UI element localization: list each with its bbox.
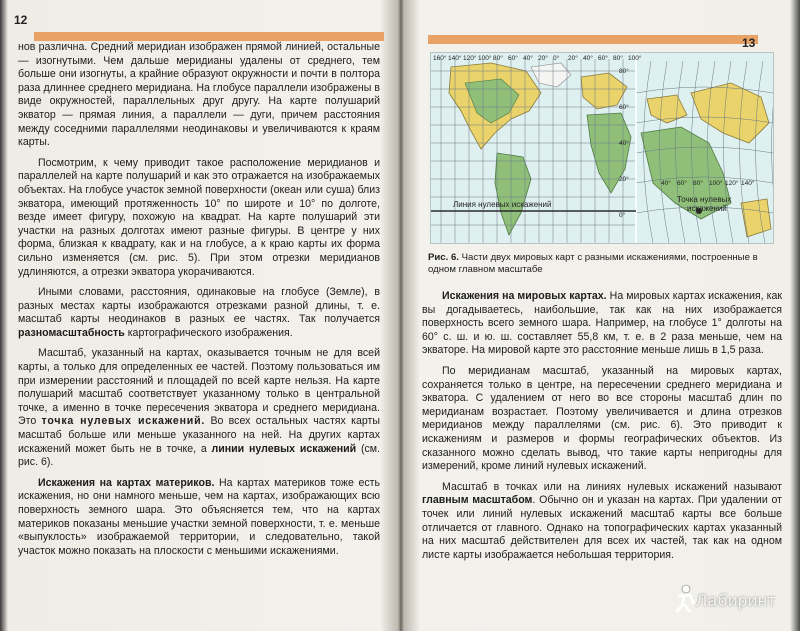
text-span: Иными словами, расстояния, одинаковые на глобусе (Земле), в разных местах карты изображаются отрезками разной длины, т. е. масштаб карты неодинаков в разных ее частях. Так получается bbox=[18, 286, 380, 326]
figure-caption bbox=[428, 252, 778, 276]
right-paragraph bbox=[422, 290, 782, 358]
text-span: линии нулевых искажений bbox=[211, 442, 357, 455]
right-page-text bbox=[422, 290, 782, 569]
inner-longitude-label: 80° bbox=[693, 180, 703, 187]
caption-number: Рис. 6. bbox=[428, 252, 459, 263]
text-span: . Обычно он и указан на картах. При удалении от точек или линий нулевых искажений масштаб карты все больше отличается от главного. Однако на топографических картах указанный на них масштаб действителен для всех их частей, так как на одном листе карты изображается небольшая территория. bbox=[422, 494, 782, 561]
longitude-label: 100° bbox=[628, 55, 642, 62]
longitude-label: 80° bbox=[613, 55, 623, 62]
inner-longitude-label: 60° bbox=[677, 180, 687, 187]
zero-line-label: Линия нулевых искажений bbox=[453, 200, 552, 209]
zero-point-label-2: искажений bbox=[687, 204, 727, 213]
left-paragraph bbox=[18, 286, 380, 340]
text-span: Масштаб, указанный на картах, оказывается точным не для всей карты, а только для определенных ее частей. Поэтому пользоваться им при измерении расстояний и площадей по всей карте нельзя. На карте полушарий масштаб соответствует указанному только в центральной точке, а именно в точке пересечения экватора и среднего меридиана. Это bbox=[18, 347, 380, 428]
page-number-right: 13 bbox=[742, 36, 756, 50]
longitude-label: 120° bbox=[463, 55, 477, 62]
text-span: разномасштабность bbox=[18, 326, 125, 339]
text-span: На мировых картах искажения, как вы догадываетесь, наибольшие, так как на них изображается поверхность всего земного шара. Например, на глобусе 1° долготы на 60° с. ш. и ю. ш. составляет 55,8 км, т. е. в 2 раза меньше, чем на экваторе. На мировой карте это расстояние меньше лишь в 1,5 раза. bbox=[422, 290, 783, 357]
text-span: главным масштабом bbox=[422, 494, 533, 507]
left-page-text bbox=[18, 41, 380, 565]
longitude-label: 60° bbox=[598, 55, 608, 62]
inner-longitude-label: 120° bbox=[725, 180, 739, 187]
land-right-map bbox=[641, 83, 771, 237]
text-span: Масштаб в точках или на линиях нулевых искажений называют bbox=[442, 480, 782, 493]
right-paragraph bbox=[422, 365, 782, 474]
text-span: По меридианам масштаб, указанный на мировых картах, сохраняется только в центре, на пересечении среднего меридиана и экватора. С удалением от него во все стороны масштаб длин по меридианам возрастает. Поэтому увеличивается и длина отрезков меридианов между параллелями (см. рис. 6). Это приводит к искажениям и размеров и формы географических объектов. Из сказанного можно сделать вывод, что такие карты непригодны для измерений, кроме линий нулевых искажений. bbox=[422, 364, 782, 473]
watermark-text: Лабиринт bbox=[696, 591, 776, 610]
longitude-label: 80° bbox=[493, 55, 503, 62]
text-span: На картах материков тоже есть искажения, но они намного меньше, чем на картах, изображающих всю поверхность земного шара. Это объясняется тем, что на картах материков показаны меньшие участки земной поверхности, т. е. меньше «выпуклость» изображаемой территории, и следовательно, такой участок можно показать на плоскости с меньшими искажениями. bbox=[18, 476, 380, 557]
header-accent-bar-right bbox=[428, 35, 758, 44]
right-page bbox=[402, 0, 800, 631]
longitude-label: 40° bbox=[523, 55, 533, 62]
runner-icon bbox=[672, 584, 696, 614]
longitude-label: 40° bbox=[583, 55, 593, 62]
text-span: Искажения на мировых картах. bbox=[442, 290, 607, 302]
watermark bbox=[672, 582, 782, 618]
longitude-label: 20° bbox=[568, 55, 578, 62]
longitude-label: 20° bbox=[538, 55, 548, 62]
caption-text: Части двух мировых карт с разными искажениями, построенные в одном главном масштабе bbox=[428, 252, 758, 275]
text-span: нов различна. Средний меридиан изображен прямой линией, остальные — изогнутыми. Чем дальше меридианы удалены от среднего, тем больше они изогнуты, а крайние образуют окружности и почти в полтора раза длиннее среднего меридиана. На глобусе параллели изображены в виде окружностей, параллельных друг другу. На карте полушарий экватор — прямая линия, а параллели — дуги, причем расстояния между соседними параллелями неодинаковы и увеличиваются к краям карты. bbox=[18, 41, 380, 149]
text-span: Посмотрим, к чему приводит такое расположение меридианов и параллелей на карте полушарий и как это отражается на изображаемых объектах. На глобусе участок земной поверхности (океан или суша) близ экватора, имеющий протяженность 10° по широте и 10° по долготе, везде имеет фигуру, похожую на квадрат. На карте полушарий эти участки на разных долготах имеют разные фигуры. В центре у них форма, близкая к квадрату, как и на глобусе, а к краю карты их форма сильно изменяется (см. рис. 5). При этом отрезки меридианов удлиняются, а отрезки экватора укорачиваются. bbox=[18, 156, 380, 278]
longitude-label: 140° bbox=[448, 55, 462, 62]
right-paragraph bbox=[422, 481, 782, 563]
inner-longitude-label: 140° bbox=[741, 180, 755, 187]
text-span: картографического изображения. bbox=[124, 326, 293, 339]
left-paragraph bbox=[18, 477, 380, 559]
inner-longitude-label: 40° bbox=[661, 180, 671, 187]
zero-point-label-1: Точка нулевых bbox=[677, 195, 732, 204]
longitude-label: 0° bbox=[553, 55, 560, 62]
text-span: Искажения на картах материков. bbox=[38, 476, 215, 489]
latitude-label: 80° bbox=[619, 68, 629, 75]
longitude-label: 100° bbox=[478, 55, 492, 62]
header-accent-bar-left bbox=[34, 32, 384, 41]
left-paragraph bbox=[18, 347, 380, 469]
text-span: Во всех остальных частях карты масштаб больше или меньше указанного на ней. На других картах искажений может быть не в точке, а bbox=[18, 415, 380, 455]
page-number-left: 12 bbox=[14, 13, 28, 27]
latitude-label: 20° bbox=[619, 176, 629, 183]
text-span: (см. рис. 6). bbox=[18, 442, 380, 469]
latitude-label: 0° bbox=[619, 212, 626, 219]
left-paragraph bbox=[18, 41, 380, 150]
inner-longitude-label: 100° bbox=[709, 180, 723, 187]
left-paragraph bbox=[18, 157, 380, 279]
longitude-label: 160° bbox=[433, 55, 447, 62]
map-illustration bbox=[431, 53, 773, 243]
latitude-label: 40° bbox=[619, 140, 629, 147]
longitude-label: 60° bbox=[508, 55, 518, 62]
figure-world-map bbox=[430, 52, 774, 244]
text-span: точка нулевых искажений. bbox=[41, 415, 206, 428]
latitude-label: 60° bbox=[619, 104, 629, 111]
